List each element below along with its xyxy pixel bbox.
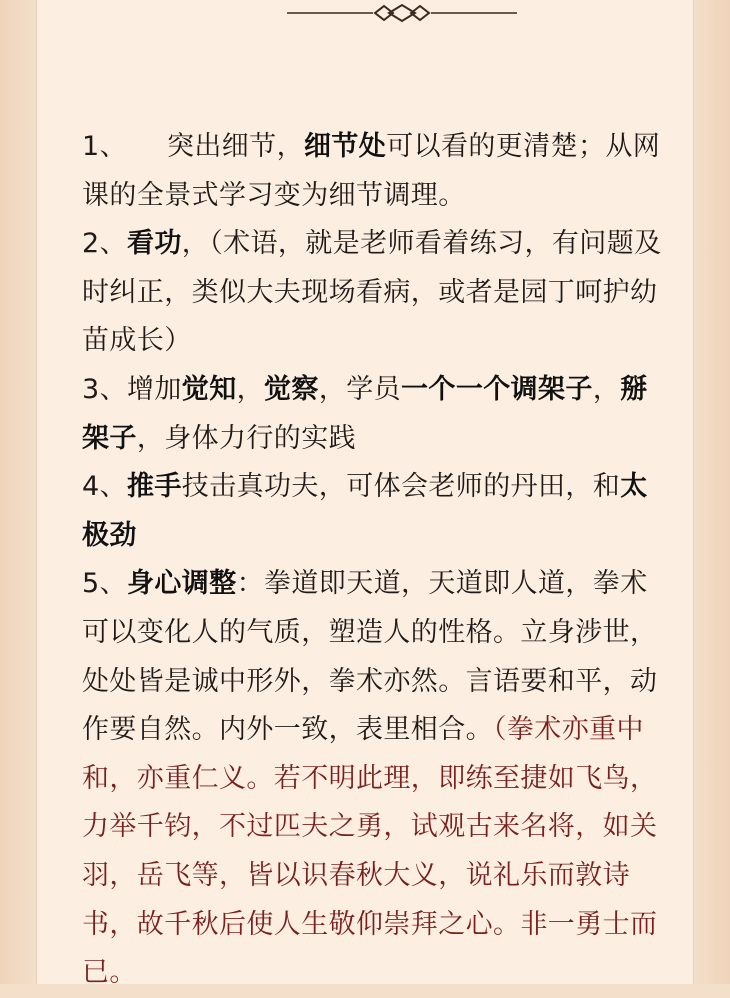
frame-right <box>694 0 730 984</box>
item-text: 技击真功夫，可体会老师的丹田，和 <box>181 471 621 503</box>
article-body <box>82 123 662 998</box>
item-emphasis: 掰架子 <box>82 373 648 454</box>
item-emphasis: 一个一个调架子 <box>401 373 593 405</box>
list-item <box>82 463 662 560</box>
frame-left <box>0 0 36 984</box>
item-text: ， <box>592 373 621 405</box>
divider-ornament-icon <box>287 2 517 24</box>
item-emphasis: 觉察 <box>264 373 319 405</box>
list-item <box>82 366 662 463</box>
item-text: ，身体力行的实践 <box>136 422 357 454</box>
item-emphasis: 觉知 <box>181 373 237 405</box>
list-item <box>82 220 662 366</box>
item-text: ，（术语，就是老师看着练习，有问题及时纠正，类似大夫现场看病，或者是园丁呵护幼苗成长） <box>82 228 662 357</box>
item-note: （拳术亦重中和，亦重仁义。若不明此理，即练至捷如飞鸟，力举千钧，不过匹夫之勇，试观古来名将，如关羽，岳飞等，皆以识春秋大义，说礼乐而敦诗书，故千秋后使人生敬仰崇拜之心。非一勇士而已。 <box>82 714 658 989</box>
item-text: ，学员 <box>318 373 402 405</box>
item-text: 突出细节， <box>166 131 304 162</box>
item-emphasis: 身心调整 <box>126 568 237 600</box>
list-item <box>82 560 662 997</box>
item-text: 增加 <box>126 373 182 405</box>
item-number: 2、 <box>82 228 127 260</box>
item-text: ：拳道即天道，天道即人道，拳术可以变化人的气质，塑造人的性格。立身涉世，处处皆是诚中形外，拳术亦然。言语要和平，动作要自然。内外一致，表里相合。 <box>82 568 658 746</box>
list-item <box>82 123 662 220</box>
item-number: 3、 <box>82 373 127 405</box>
item-emphasis: 太极劲 <box>82 471 648 551</box>
item-number: 4、 <box>82 471 127 503</box>
item-text: 可以看的更清楚；从网课的全景式学习变为细节调理。 <box>82 131 661 211</box>
item-emphasis: 细节处 <box>303 131 387 162</box>
item-number: 5、 <box>82 568 127 600</box>
item-emphasis: 推手 <box>126 471 182 503</box>
item-emphasis: 看功 <box>126 228 182 260</box>
item-number: 1、 <box>82 131 127 162</box>
item-text: ， <box>236 373 265 405</box>
